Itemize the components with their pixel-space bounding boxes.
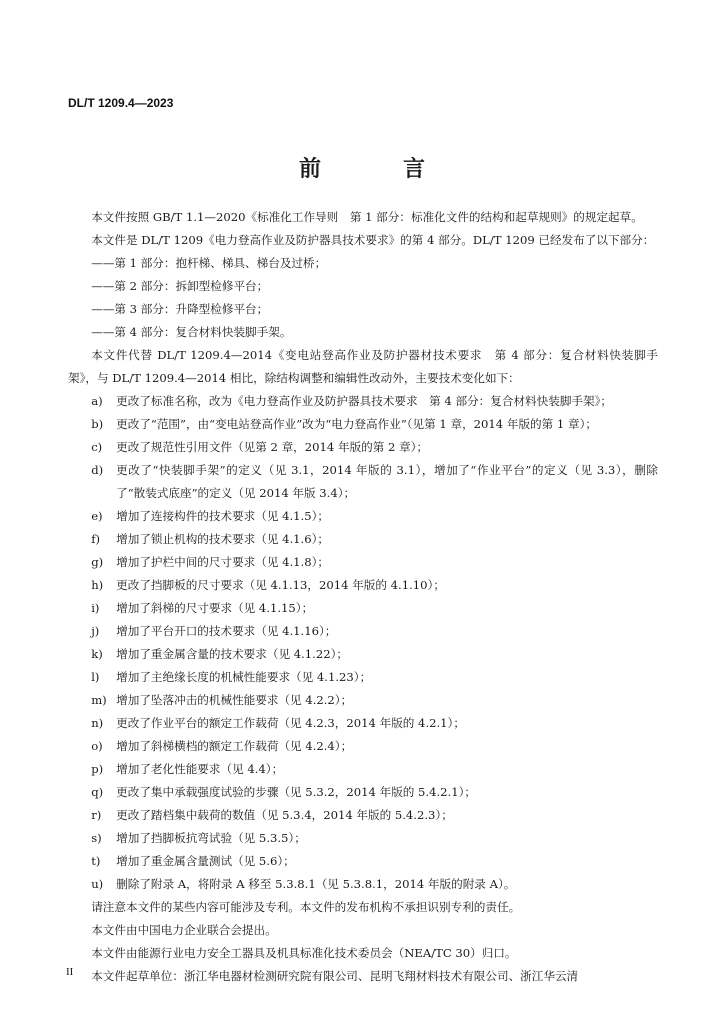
change-marker: l) <box>91 670 100 684</box>
change-item <box>68 781 658 804</box>
proposer-paragraph: 本文件由中国电力企业联合会提出。 <box>91 923 277 937</box>
change-text: 更改了踏档集中载荷的数值（见 5.3.4，2014 年版的 5.4.2.3）； <box>116 808 453 822</box>
committee-paragraph: 本文件由能源行业电力安全工器具及机具标准化技术委员会（NEA/TC 30）归口。 <box>91 946 517 960</box>
change-marker: p) <box>91 762 104 776</box>
change-marker: t) <box>91 854 101 868</box>
change-marker: s) <box>91 831 102 845</box>
change-marker: g) <box>91 555 104 569</box>
change-item <box>68 758 658 781</box>
change-item <box>68 436 658 459</box>
changes-list <box>68 390 658 896</box>
change-marker: f) <box>91 532 101 546</box>
change-text: 增加了护栏中间的尺寸要求（见 4.1.8）； <box>116 555 330 569</box>
change-item <box>68 804 658 827</box>
change-marker: m) <box>91 693 107 707</box>
change-item <box>68 735 658 758</box>
change-marker: o) <box>91 739 103 753</box>
change-text: 更改了规范性引用文件（见第 2 章，2014 年版的第 2 章）； <box>116 440 429 454</box>
part-item: ——第 2 部分：拆卸型检修平台； <box>91 279 269 293</box>
drafters-paragraph: 本文件起草单位：浙江华电器材检测研究院有限公司、昆明飞翔材料技术有限公司、浙江华云清 <box>91 969 579 983</box>
document-body <box>68 206 658 988</box>
change-marker: u) <box>91 877 104 891</box>
change-text: 增加了锁止机构的技术要求（见 4.1.6）； <box>116 532 330 546</box>
change-text: 增加了坠落冲击的机械性能要求（见 4.2.2）； <box>116 693 353 707</box>
change-marker: c) <box>91 440 103 454</box>
change-text: 增加了主绝缘长度的机械性能要求（见 4.1.23）； <box>116 670 372 684</box>
change-text: 增加了斜梯的尺寸要求（见 4.1.15）； <box>116 601 314 615</box>
change-item <box>68 850 658 873</box>
change-item <box>68 551 658 574</box>
change-text: 更改了作业平台的额定工作载荷（见 4.2.3，2014 年版的 4.2.1）； <box>116 716 465 730</box>
page-title: 前 言 <box>298 157 455 182</box>
change-item <box>68 459 658 505</box>
change-marker: q) <box>91 785 104 799</box>
change-text: 增加了平台开口的技术要求（见 4.1.16）； <box>116 624 337 638</box>
change-text: 增加了斜梯横档的额定工作载荷（见 4.2.4）； <box>116 739 353 753</box>
change-item <box>68 390 658 413</box>
change-marker: d) <box>91 463 104 477</box>
change-marker: a) <box>91 394 103 408</box>
replace-paragraph: 本文件代替 DL/T 1209.4—2014《变电站登高作业及防护器材技术要求 第 4 部分：复合材料快装脚手架》，与 DL/T 1209.4—2014 相比，除结构调整和编辑性改动外，主要技术变化如下： <box>68 348 658 385</box>
intro-paragraph: 本文件是 DL/T 1209《电力登高作业及防护器具技术要求》的第 4 部分。DL/T 1209 已经发布了以下部分： <box>91 233 655 247</box>
change-item <box>68 643 658 666</box>
change-item <box>68 505 658 528</box>
change-marker: i) <box>91 601 100 615</box>
change-marker: j) <box>91 624 100 638</box>
change-text: 更改了挡脚板的尺寸要求（见 4.1.13，2014 年版的 4.1.10）； <box>116 578 445 592</box>
change-item <box>68 413 658 436</box>
change-text: 增加了连接构件的技术要求（见 4.1.5）； <box>116 509 330 523</box>
change-item <box>68 712 658 735</box>
change-marker: k) <box>91 647 103 661</box>
change-marker: h) <box>91 578 104 592</box>
change-item <box>68 873 658 896</box>
intro-paragraph: 本文件按照 GB/T 1.1—2020《标准化工作导则 第 1 部分：标准化文件的结构和起草规则》的规定起草。 <box>91 210 643 224</box>
change-marker: b) <box>91 417 104 431</box>
change-item <box>68 827 658 850</box>
change-text: 增加了老化性能要求（见 4.4）； <box>116 762 284 776</box>
change-text: 更改了“快装脚手架”的定义（见 3.1，2014 年版的 3.1），增加了“作业平台”的定义（见 3.3），删除了“散装式底座”的定义（见 2014 年版 3.4）； <box>116 463 658 500</box>
change-item <box>68 620 658 643</box>
change-text: 增加了挡脚板抗弯试验（见 5.3.5）； <box>116 831 306 845</box>
part-item: ——第 4 部分：复合材料快装脚手架。 <box>91 325 292 339</box>
change-text: 更改了集中承载强度试验的步骤（见 5.3.2，2014 年版的 5.4.2.1）； <box>116 785 477 799</box>
change-text: 更改了“范围”，由“变电站登高作业”改为“电力登高作业”（见第 1 章，2014 年版的第 1 章）； <box>116 417 597 431</box>
change-item <box>68 574 658 597</box>
change-item <box>68 597 658 620</box>
change-marker: r) <box>91 808 102 822</box>
document-code-header: DL/T 1209.4—2023 <box>68 96 174 110</box>
change-item <box>68 666 658 689</box>
change-item <box>68 689 658 712</box>
part-item: ——第 1 部分：抱杆梯、梯具、梯台及过桥； <box>91 256 327 270</box>
change-text: 删除了附录 A，将附录 A 移至 5.3.8.1（见 5.3.8.1，2014 年版的附录 A）。 <box>116 877 516 891</box>
page-number: II <box>66 966 74 978</box>
part-item: ——第 3 部分：升降型检修平台； <box>91 302 269 316</box>
change-marker: n) <box>91 716 104 730</box>
change-item <box>68 528 658 551</box>
change-text: 增加了重金属含量的技术要求（见 4.1.22）； <box>116 647 348 661</box>
patent-notice: 请注意本文件的某些内容可能涉及专利。本文件的发布机构不承担识别专利的责任。 <box>91 900 521 914</box>
change-marker: e) <box>91 509 103 523</box>
change-text: 增加了重金属含量测试（见 5.6）； <box>116 854 295 868</box>
change-text: 更改了标准名称，改为《电力登高作业及防护器具技术要求 第 4 部分：复合材料快装脚手架》； <box>116 394 613 408</box>
